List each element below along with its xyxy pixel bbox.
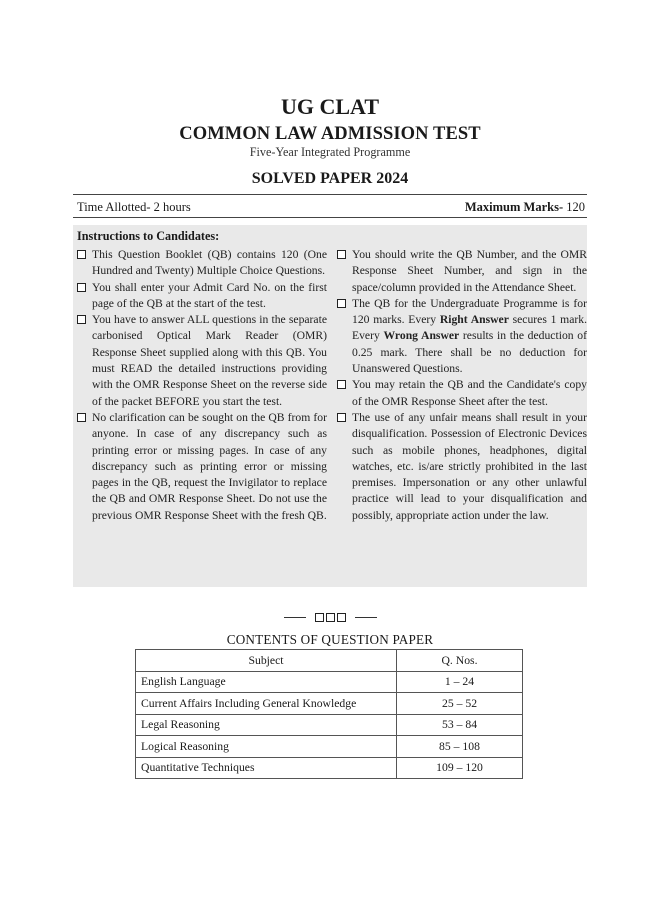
checkbox-bullet-icon <box>77 283 86 292</box>
qnos-cell: 85 – 108 <box>397 736 523 758</box>
table-header-row <box>136 650 523 672</box>
divider-dash <box>355 617 377 618</box>
section-divider <box>0 607 660 626</box>
table-row <box>136 671 523 693</box>
maximum-marks-value: 120 <box>566 200 585 214</box>
table-row <box>136 736 523 758</box>
table-row <box>136 693 523 715</box>
instructions-heading: Instructions to Candidates: <box>77 229 220 243</box>
instruction-item: You should write the QB Number, and the OMR Response Sheet Number, and sign in the space/column provided in the Attendance Sheet. <box>337 247 587 296</box>
exam-full-name: COMMON LAW ADMISSION TEST <box>179 124 481 144</box>
subject-cell: Legal Reasoning <box>136 714 397 736</box>
checkbox-bullet-icon <box>337 380 346 389</box>
instructions-box <box>73 225 587 587</box>
square-ornament-icon <box>337 613 346 622</box>
checkbox-bullet-icon <box>337 299 346 308</box>
checkbox-bullet-icon <box>77 413 86 422</box>
square-ornament-icon <box>315 613 324 622</box>
subject-cell: Quantitative Techniques <box>136 757 397 779</box>
maximum-marks-label: Maximum Marks- <box>464 200 564 214</box>
square-ornament-icon <box>326 613 335 622</box>
programme-name: Five-Year Integrated Programme <box>249 145 411 159</box>
exam-title: UG CLAT <box>281 94 379 119</box>
subject-cell: Logical Reasoning <box>136 736 397 758</box>
instruction-item: You shall enter your Admit Card No. on the first page of the QB at the start of the test. <box>77 280 327 313</box>
qnos-cell: 109 – 120 <box>397 757 523 779</box>
instruction-item: The use of any unfair means shall result in your disqualification. Possession of Electronic Devices such as mobile phones, headphones, digital watches, etc. is/are strictly prohibited in the last premises. Impersonation or any other unlawful practice will lead to your disqualification and possibly, appropriate action under the law. <box>337 410 587 524</box>
subject-cell: Current Affairs Including General Knowledge <box>136 693 397 715</box>
top-rule <box>73 194 587 195</box>
maximum-marks <box>465 200 585 215</box>
time-allotted: Time Allotted- 2 hours <box>77 200 191 214</box>
subject-cell: English Language <box>136 671 397 693</box>
instruction-item: You may retain the QB and the Candidate's copy of the OMR Response Sheet after the test. <box>337 377 587 410</box>
instruction-item: No clarification can be sought on the QB from for anyone. In case of any discrepancy such as printing error or missing pages. In case of any discrepancy such as printing error or missing pages in the QB, request the Invigilator to replace the QB and OMR Response Sheet. Do not use the previous OMR Response Sheet with the fresh QB. <box>77 410 327 524</box>
checkbox-bullet-icon <box>77 250 86 259</box>
instruction-item: You have to answer ALL questions in the separate carbonised Optical Mark Reader (OMR) Response Sheet supplied along with this QB. You must READ the detailed instructions providing with the OMR Response Sheet on the reverse side of the packet BEFORE you start the test. <box>77 312 327 410</box>
checkbox-bullet-icon <box>337 250 346 259</box>
checkbox-bullet-icon <box>77 315 86 324</box>
checkbox-bullet-icon <box>337 413 346 422</box>
table-row <box>136 714 523 736</box>
contents-title: CONTENTS OF QUESTION PAPER <box>226 632 434 647</box>
bottom-rule <box>73 217 587 218</box>
contents-table <box>135 649 523 779</box>
instruction-item: This Question Booklet (QB) contains 120 (One Hundred and Twenty) Multiple Choice Questions. <box>77 247 327 280</box>
paper-title: SOLVED PAPER 2024 <box>251 170 409 187</box>
column-header-subject: Subject <box>136 650 397 672</box>
column-header-qnos: Q. Nos. <box>397 650 523 672</box>
qnos-cell: 53 – 84 <box>397 714 523 736</box>
instructions-right-column <box>337 247 587 524</box>
divider-dash <box>284 617 306 618</box>
table-row <box>136 757 523 779</box>
instructions-left-column <box>77 247 327 524</box>
instruction-item: The QB for the Undergraduate Programme is for 120 marks. Every Right Answer secures 1 mark. Every Wrong Answer results in the deduction of 0.25 mark. There shall be no deduction for Unanswered Questions. <box>337 296 587 377</box>
qnos-cell: 25 – 52 <box>397 693 523 715</box>
qnos-cell: 1 – 24 <box>397 671 523 693</box>
